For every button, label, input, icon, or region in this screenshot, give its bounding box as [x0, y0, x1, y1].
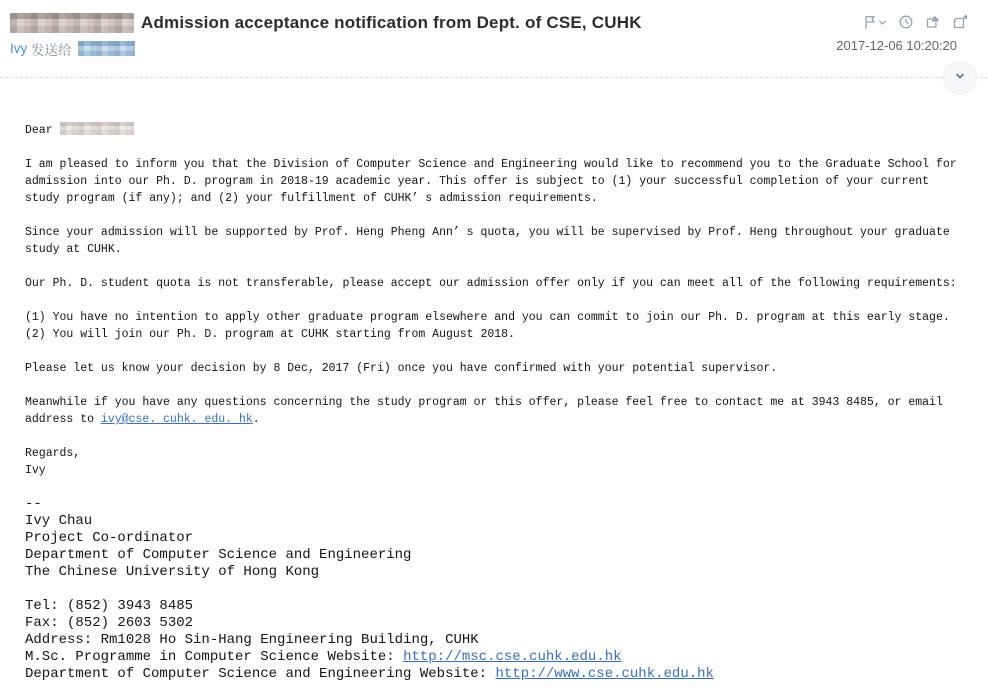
sender-link[interactable]: Ivy	[10, 41, 28, 56]
signature-line: Department of Computer Science and Engineering	[25, 547, 412, 563]
contact-line: Address: Rm1028 Ho Sin-Hang Engineering Building, CUHK	[25, 632, 479, 648]
signature-line: Project Co-ordinator	[25, 530, 194, 546]
body-line: study program (if any); and (2) your fulfillment of CUHK’ s admission requirements.	[25, 192, 598, 205]
closing-line: Regards,	[25, 447, 81, 460]
signature-line: Ivy Chau	[25, 513, 93, 529]
msc-website-link[interactable]: http://msc.cse.cuhk.edu.hk	[403, 649, 622, 665]
contact-line: Tel: (852) 3943 8485	[25, 598, 194, 614]
dept-website-link[interactable]: http://www.cse.cuhk.edu.hk	[495, 666, 714, 682]
website-line	[25, 649, 963, 666]
redacted-addressee-blur	[60, 122, 134, 135]
clock-icon	[898, 14, 914, 30]
schedule-button[interactable]	[898, 14, 914, 30]
closing-line: Ivy	[25, 464, 46, 477]
sender-row	[10, 40, 135, 57]
body-line: I am pleased to inform you that the Division of Computer Science and Engineering would like to recommend you to the Graduate School for	[25, 158, 957, 171]
body-line: Since your admission will be supported by Prof. Heng Pheng Ann’ s quota, you will be supervised by Prof. Heng throughout your graduate	[25, 226, 950, 239]
flag-button[interactable]	[862, 14, 887, 31]
website-line	[25, 666, 963, 683]
mail-subject: Admission acceptance notification from Dept. of CSE, CUHK	[141, 13, 642, 32]
new-memo-button[interactable]	[952, 14, 969, 30]
chevron-down-icon	[878, 18, 887, 27]
salutation-line	[25, 122, 963, 139]
body-line: study at CUHK.	[25, 243, 122, 256]
mail-toolbar	[862, 13, 969, 31]
signature-block	[25, 496, 963, 683]
body-line: Our Ph. D. student quota is not transferable, please accept our admission offer only if you can meet all of the following requirements:	[25, 277, 957, 290]
body-line: Please let us know your decision by 8 Dec, 2017 (Fri) once you have confirmed with your potential supervisor.	[25, 362, 778, 375]
body-text: .	[252, 413, 260, 426]
mail-timestamp: 2017-12-06 10:20:20	[836, 38, 957, 53]
memo-icon	[952, 14, 969, 30]
seal-note-button[interactable]	[925, 14, 941, 30]
body-line: (1) You have no intention to apply other graduate program elsewhere and you can commit to join our Ph. D. program at this early stage.	[25, 311, 950, 324]
salutation-text: Dear	[25, 124, 53, 137]
website-label: Department of Computer Science and Engineering Website:	[25, 666, 496, 682]
email-link[interactable]: ivy@cse. cuhk. edu. hk	[100, 413, 253, 426]
signature-line: The Chinese University of Hong Kong	[25, 564, 320, 580]
body-text: address to	[25, 413, 101, 426]
mail-header	[0, 0, 988, 78]
body-line	[25, 411, 963, 428]
website-label: M.Sc. Programme in Computer Science Website:	[25, 649, 404, 665]
flag-icon	[862, 14, 878, 31]
seal-icon	[925, 14, 941, 30]
mail-body	[0, 78, 988, 683]
body-line: (2) You will join our Ph. D. program at CUHK starting from August 2018.	[25, 328, 515, 341]
signature-divider: --	[25, 496, 42, 512]
redacted-sender-name-blur	[10, 13, 134, 33]
body-line: admission into our Ph. D. program in 2018-19 academic year. This offer is subject to (1) your successful completion of your current	[25, 175, 930, 188]
redacted-recipient-blur	[78, 41, 135, 56]
subject-row	[10, 11, 642, 35]
body-line: Meanwhile if you have any questions concerning the study program or this offer, please feel free to contact me at 3943 8485, or email	[25, 396, 943, 409]
sent-to-text: 发送给	[31, 42, 72, 58]
contact-line: Fax: (852) 2603 5302	[25, 615, 194, 631]
